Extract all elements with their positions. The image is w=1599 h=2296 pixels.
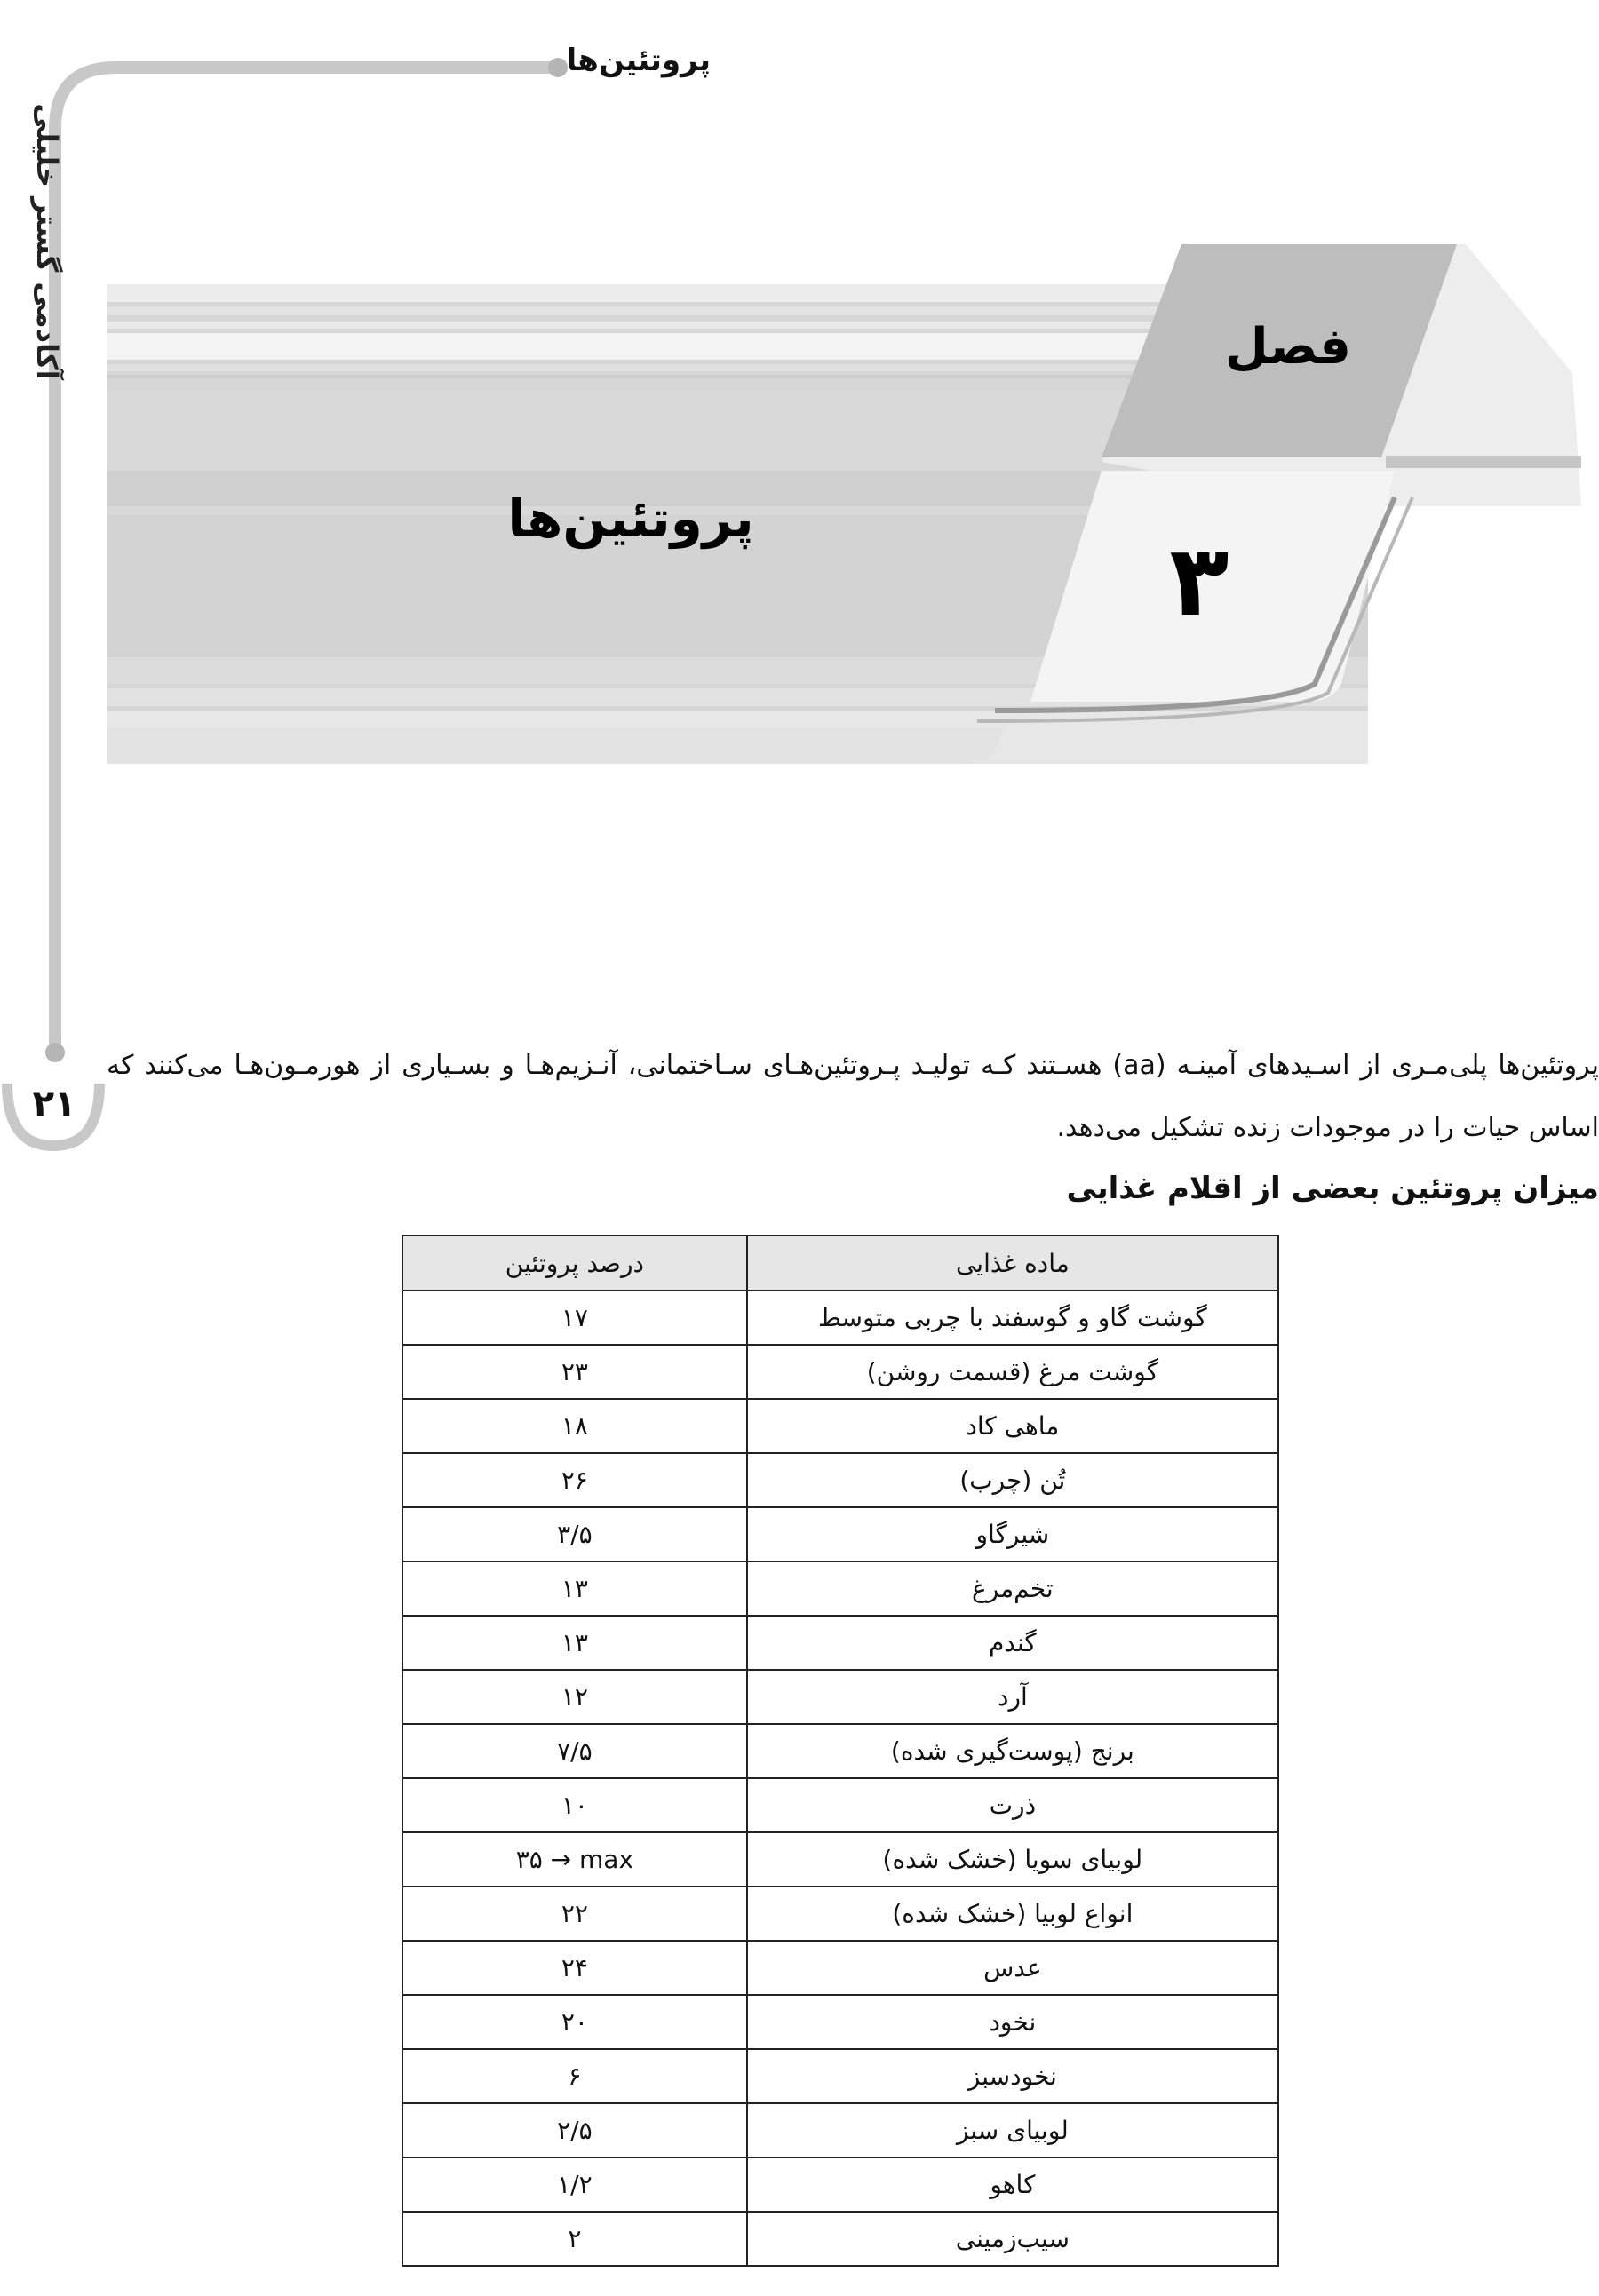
table-row <box>402 1453 1278 1507</box>
chapter-title: پروتئین‌ها <box>507 489 754 549</box>
protein-cell: ۲/۵ <box>402 2103 747 2157</box>
food-cell: ماهی کاد <box>747 1399 1278 1453</box>
page-number: ۲۱ <box>32 1084 76 1124</box>
table-row <box>402 2049 1278 2103</box>
food-cell: گندم <box>747 1616 1278 1670</box>
protein-cell: ۲۴ <box>402 1941 747 1995</box>
food-cell: آرد <box>747 1670 1278 1724</box>
food-cell: لوبیای سویا (خشک شده) <box>747 1832 1278 1887</box>
protein-cell: ۶ <box>402 2049 747 2103</box>
protein-cell: ۱۳ <box>402 1561 747 1616</box>
chapter-banner <box>107 244 1581 764</box>
protein-cell: ۲۶ <box>402 1453 747 1507</box>
table-row <box>402 2212 1278 2266</box>
table-row <box>402 1616 1278 1670</box>
intro-paragraph: پروتئین‌ها پلی‌مـری از اسـیدهای آمینـه (aa) هسـتند کـه تولیـد پـروتئین‌هـای سـاختمانی، آنـزیم‌هـا و بسـیاری از هورمـون‌هـا می‌کنند که اساس حیات را در موجودات زنده تشکیل می‌دهد. <box>107 1050 1599 1143</box>
food-cell: گوشت گاو و گوسفند با چربی متوسط <box>747 1291 1278 1345</box>
food-cell: گوشت مرغ (قسمت روشن) <box>747 1345 1278 1399</box>
protein-cell: ۲۰ <box>402 1995 747 2049</box>
protein-cell: ۱۲ <box>402 1670 747 1724</box>
food-cell: کاهو <box>747 2157 1278 2212</box>
table-row <box>402 1724 1278 1778</box>
running-title: پروتئین‌ها <box>566 43 711 78</box>
table-row <box>402 1291 1278 1345</box>
food-cell: نخودسبز <box>747 2049 1278 2103</box>
food-cell: تخم‌مرغ <box>747 1561 1278 1616</box>
table-row <box>402 1399 1278 1453</box>
protein-cell: ۲۲ <box>402 1887 747 1941</box>
header-food: ماده غذایی <box>747 1235 1278 1291</box>
table-row <box>402 1561 1278 1616</box>
table-row <box>402 1995 1278 2049</box>
chapter-number: ۳ <box>1169 524 1229 638</box>
food-cell: ذرت <box>747 1778 1278 1832</box>
protein-cell: ۱/۲ <box>402 2157 747 2212</box>
food-cell: نخود <box>747 1995 1278 2049</box>
table-row <box>402 1832 1278 1887</box>
table-row <box>402 2157 1278 2212</box>
table-row <box>402 1941 1278 1995</box>
side-author-text: آکادمی‌ گستر خلیلی <box>30 103 64 380</box>
header-protein-percent: درصد پروتئین <box>402 1235 747 1291</box>
protein-cell: ۳۵ → max <box>402 1832 747 1887</box>
table-row <box>402 1670 1278 1724</box>
table-body <box>402 1291 1278 2266</box>
protein-cell: ۷/۵ <box>402 1724 747 1778</box>
table-row <box>402 2103 1278 2157</box>
food-cell: تُن (چرب) <box>747 1453 1278 1507</box>
table-row <box>402 1345 1278 1399</box>
frame-dot-bottom <box>45 1043 65 1062</box>
table-row <box>402 1887 1278 1941</box>
food-cell: انواع لوبیا (خشک شده) <box>747 1887 1278 1941</box>
section-heading: میزان پروتئین بعضی از اقلام غذایی <box>1066 1171 1599 1206</box>
protein-cell: ۱۰ <box>402 1778 747 1832</box>
table-row <box>402 1507 1278 1561</box>
food-cell: لوبیای سبز <box>747 2103 1278 2157</box>
table-row <box>402 1778 1278 1832</box>
table-header-row <box>402 1235 1278 1291</box>
protein-cell: ۱۷ <box>402 1291 747 1345</box>
protein-table <box>402 1235 1279 2267</box>
food-cell: سیب‌زمینی <box>747 2212 1278 2266</box>
protein-cell: ۱۸ <box>402 1399 747 1453</box>
food-cell: شیرگاو <box>747 1507 1278 1561</box>
protein-cell: ۲۳ <box>402 1345 747 1399</box>
protein-cell: ۱۳ <box>402 1616 747 1670</box>
food-cell: عدس <box>747 1941 1278 1995</box>
food-cell: برنج (پوست‌گیری شده) <box>747 1724 1278 1778</box>
protein-cell: ۲ <box>402 2212 747 2266</box>
protein-cell: ۳/۵ <box>402 1507 747 1561</box>
chapter-label: فصل <box>1225 318 1351 376</box>
